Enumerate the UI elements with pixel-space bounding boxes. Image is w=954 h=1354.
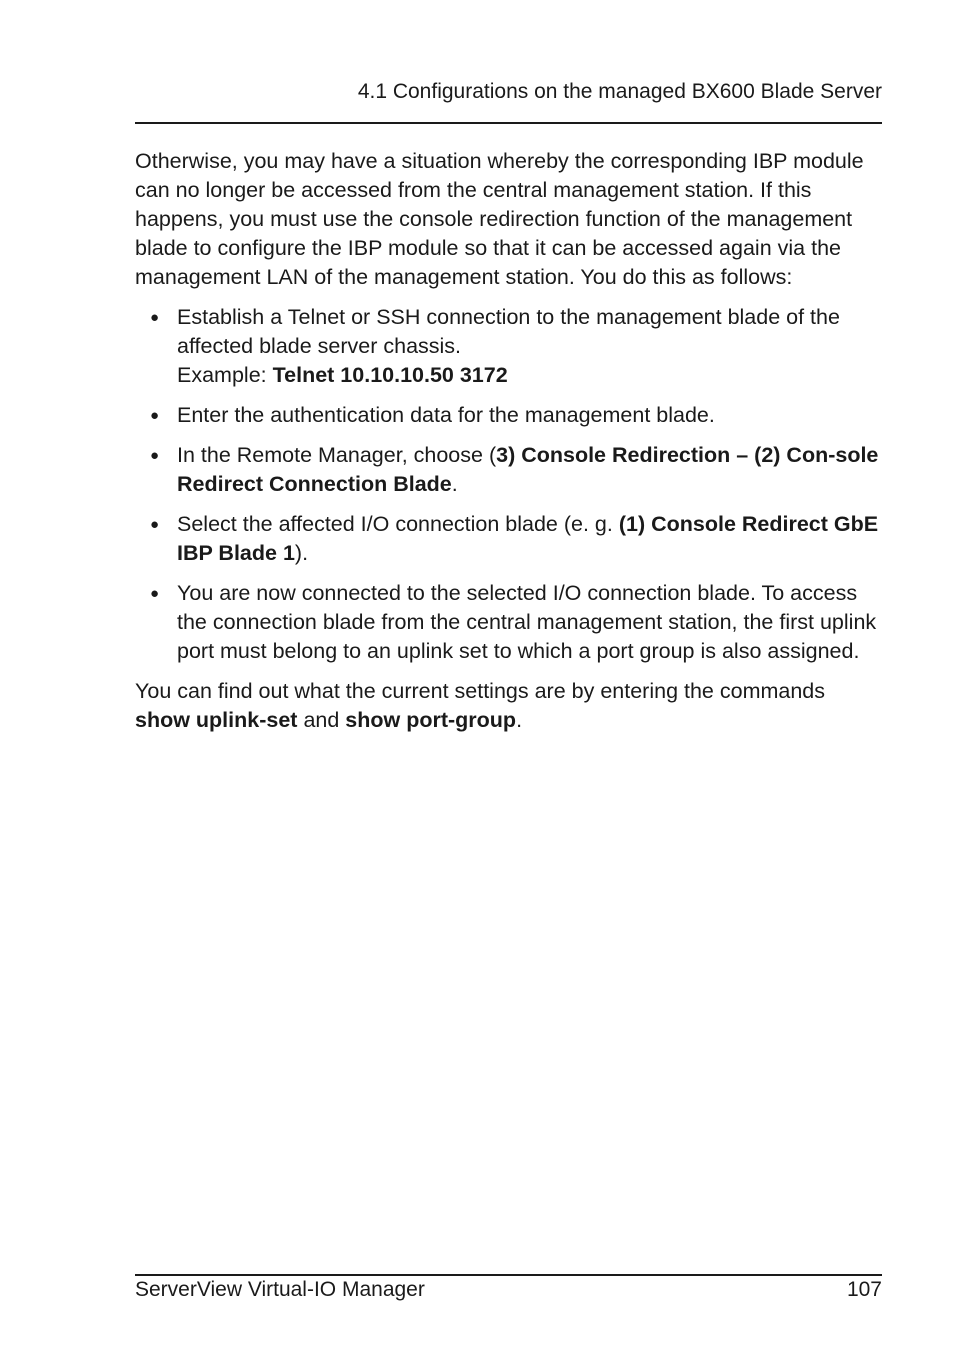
list-item <box>135 579 885 666</box>
list-item <box>135 441 885 499</box>
page-number: 107 <box>846 1278 882 1301</box>
list-item <box>135 510 885 568</box>
menu-option: (1) Console Redirect GbE IBP Blade 1 <box>177 512 879 565</box>
list-item <box>135 303 885 390</box>
intro-paragraph: Otherwise, you may have a situation whereby the corresponding IBP module can no longer be accessed from the central management station. If this happens, you must use the console redirection function of the management blade to configure the IBP module so that it can be accessed again via the management LAN of the management station. You do this as follows: <box>135 149 864 289</box>
step-text: In the Remote Manager, choose ( <box>177 443 497 467</box>
page-body <box>135 147 885 735</box>
command-port-group: show port-group <box>345 708 517 732</box>
step-text: Enter the authentication data for the management blade. <box>177 403 715 427</box>
step-text: Select the affected I/O connection blade (e. g. <box>177 512 619 536</box>
list-item <box>135 401 885 430</box>
command-uplink-set: show uplink-set <box>135 708 298 732</box>
closing-paragraph <box>135 677 885 735</box>
closing-period: . <box>516 708 523 732</box>
menu-path: 3) Console Redirection – (2) Con-sole Redirect Connection Blade <box>177 443 879 496</box>
bullet-icon: ● <box>150 309 160 326</box>
step-text-end: . <box>451 472 458 496</box>
steps-list <box>135 303 885 666</box>
bullet-icon: ● <box>150 585 160 602</box>
example-command: Telnet 10.10.10.50 3172 <box>272 363 508 387</box>
footer-title: ServerView Virtual-IO Manager <box>135 1278 425 1301</box>
closing-conjunction: and <box>297 708 346 732</box>
header-divider <box>135 122 882 124</box>
bullet-icon: ● <box>150 516 160 533</box>
bullet-icon: ● <box>150 447 160 464</box>
bullet-icon: ● <box>150 407 160 424</box>
running-header: 4.1 Configurations on the managed BX600 Blade Server <box>357 80 882 103</box>
step-text: Establish a Telnet or SSH connection to the management blade of the affected blade server chassis. <box>177 305 840 358</box>
example-label: Example: <box>177 363 273 387</box>
closing-text: You can find out what the current settings are by entering the commands <box>135 679 826 703</box>
step-text: You are now connected to the selected I/O connection blade. To access the connection blade from the central management station, the first uplink port must belong to an uplink set to which a port group is also assigned. <box>177 581 877 663</box>
step-text-end: ). <box>294 541 309 565</box>
